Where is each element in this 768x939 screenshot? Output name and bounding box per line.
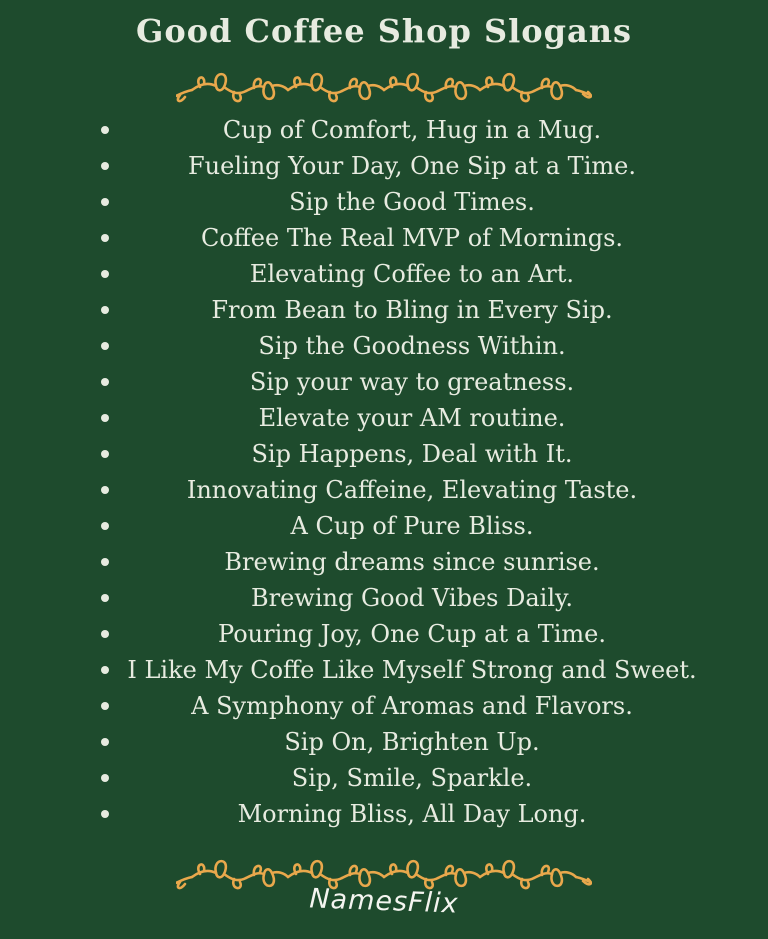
slogan-text: Sip Happens, Deal with It. bbox=[251, 440, 573, 468]
list-item bbox=[0, 328, 768, 364]
bullet-icon bbox=[101, 198, 109, 206]
bullet-icon bbox=[101, 450, 109, 458]
list-item bbox=[0, 184, 768, 220]
bullet-icon bbox=[101, 270, 109, 278]
slogan-text: Coffee The Real MVP of Mornings. bbox=[200, 224, 624, 252]
bullet-icon bbox=[101, 810, 109, 818]
list-item bbox=[0, 508, 768, 544]
slogan-text: Sip On, Brighten Up. bbox=[284, 728, 540, 756]
bullet-icon bbox=[101, 522, 109, 530]
list-item bbox=[0, 400, 768, 436]
bullet-icon bbox=[101, 702, 109, 710]
list-item bbox=[0, 544, 768, 580]
slogan-text: Sip your way to greatness. bbox=[249, 368, 575, 396]
bullet-icon bbox=[101, 342, 109, 350]
bullet-icon bbox=[101, 666, 109, 674]
slogan-text: Sip the Good Times. bbox=[289, 188, 535, 216]
bullet-icon bbox=[101, 234, 109, 242]
slogan-text: I Like My Coffe Like Myself Strong and Sweet. bbox=[127, 656, 697, 684]
slogan-text: Pouring Joy, One Cup at a Time. bbox=[218, 620, 606, 648]
slogan-text: Fueling Your Day, One Sip at a Time. bbox=[188, 152, 636, 180]
slogan-list bbox=[0, 112, 768, 832]
slogan-text: Morning Bliss, All Day Long. bbox=[237, 800, 587, 828]
slogan-text: Innovating Caffeine, Elevating Taste. bbox=[186, 476, 638, 504]
bullet-icon bbox=[101, 378, 109, 386]
vine-flourish-graphic bbox=[176, 68, 592, 108]
slogan-text: Elevating Coffee to an Art. bbox=[249, 260, 575, 288]
list-item bbox=[0, 616, 768, 652]
slogan-text: A Cup of Pure Bliss. bbox=[290, 512, 534, 540]
list-item bbox=[0, 760, 768, 796]
slogan-text: Brewing dreams since sunrise. bbox=[224, 548, 600, 576]
list-item bbox=[0, 112, 768, 148]
bullet-icon bbox=[101, 126, 109, 134]
list-item bbox=[0, 472, 768, 508]
list-item bbox=[0, 688, 768, 724]
bullet-icon bbox=[101, 306, 109, 314]
slogan-text: From Bean to Bling in Every Sip. bbox=[211, 296, 613, 324]
slogan-text: Elevate your AM routine. bbox=[258, 404, 566, 432]
page-title: Good Coffee Shop Slogans bbox=[136, 12, 632, 50]
bullet-icon bbox=[101, 558, 109, 566]
brand-logo: NamesFlix bbox=[308, 883, 460, 920]
bullet-icon bbox=[101, 486, 109, 494]
slogan-text: Sip, Smile, Sparkle. bbox=[291, 764, 533, 792]
list-item bbox=[0, 148, 768, 184]
slogan-text: Sip the Goodness Within. bbox=[258, 332, 566, 360]
slogan-text: A Symphony of Aromas and Flavors. bbox=[191, 692, 633, 720]
slogan-text: Brewing Good Vibes Daily. bbox=[250, 584, 574, 612]
list-item bbox=[0, 580, 768, 616]
list-item bbox=[0, 256, 768, 292]
vine-divider-top bbox=[176, 68, 592, 108]
list-item bbox=[0, 652, 768, 688]
bullet-icon bbox=[101, 162, 109, 170]
list-item bbox=[0, 796, 768, 832]
bullet-icon bbox=[101, 594, 109, 602]
bullet-icon bbox=[101, 630, 109, 638]
list-item bbox=[0, 724, 768, 760]
list-item bbox=[0, 436, 768, 472]
list-item bbox=[0, 220, 768, 256]
bullet-icon bbox=[101, 774, 109, 782]
list-item bbox=[0, 364, 768, 400]
slogan-text: Cup of Comfort, Hug in a Mug. bbox=[222, 116, 602, 144]
list-item bbox=[0, 292, 768, 328]
bullet-icon bbox=[101, 738, 109, 746]
bullet-icon bbox=[101, 414, 109, 422]
